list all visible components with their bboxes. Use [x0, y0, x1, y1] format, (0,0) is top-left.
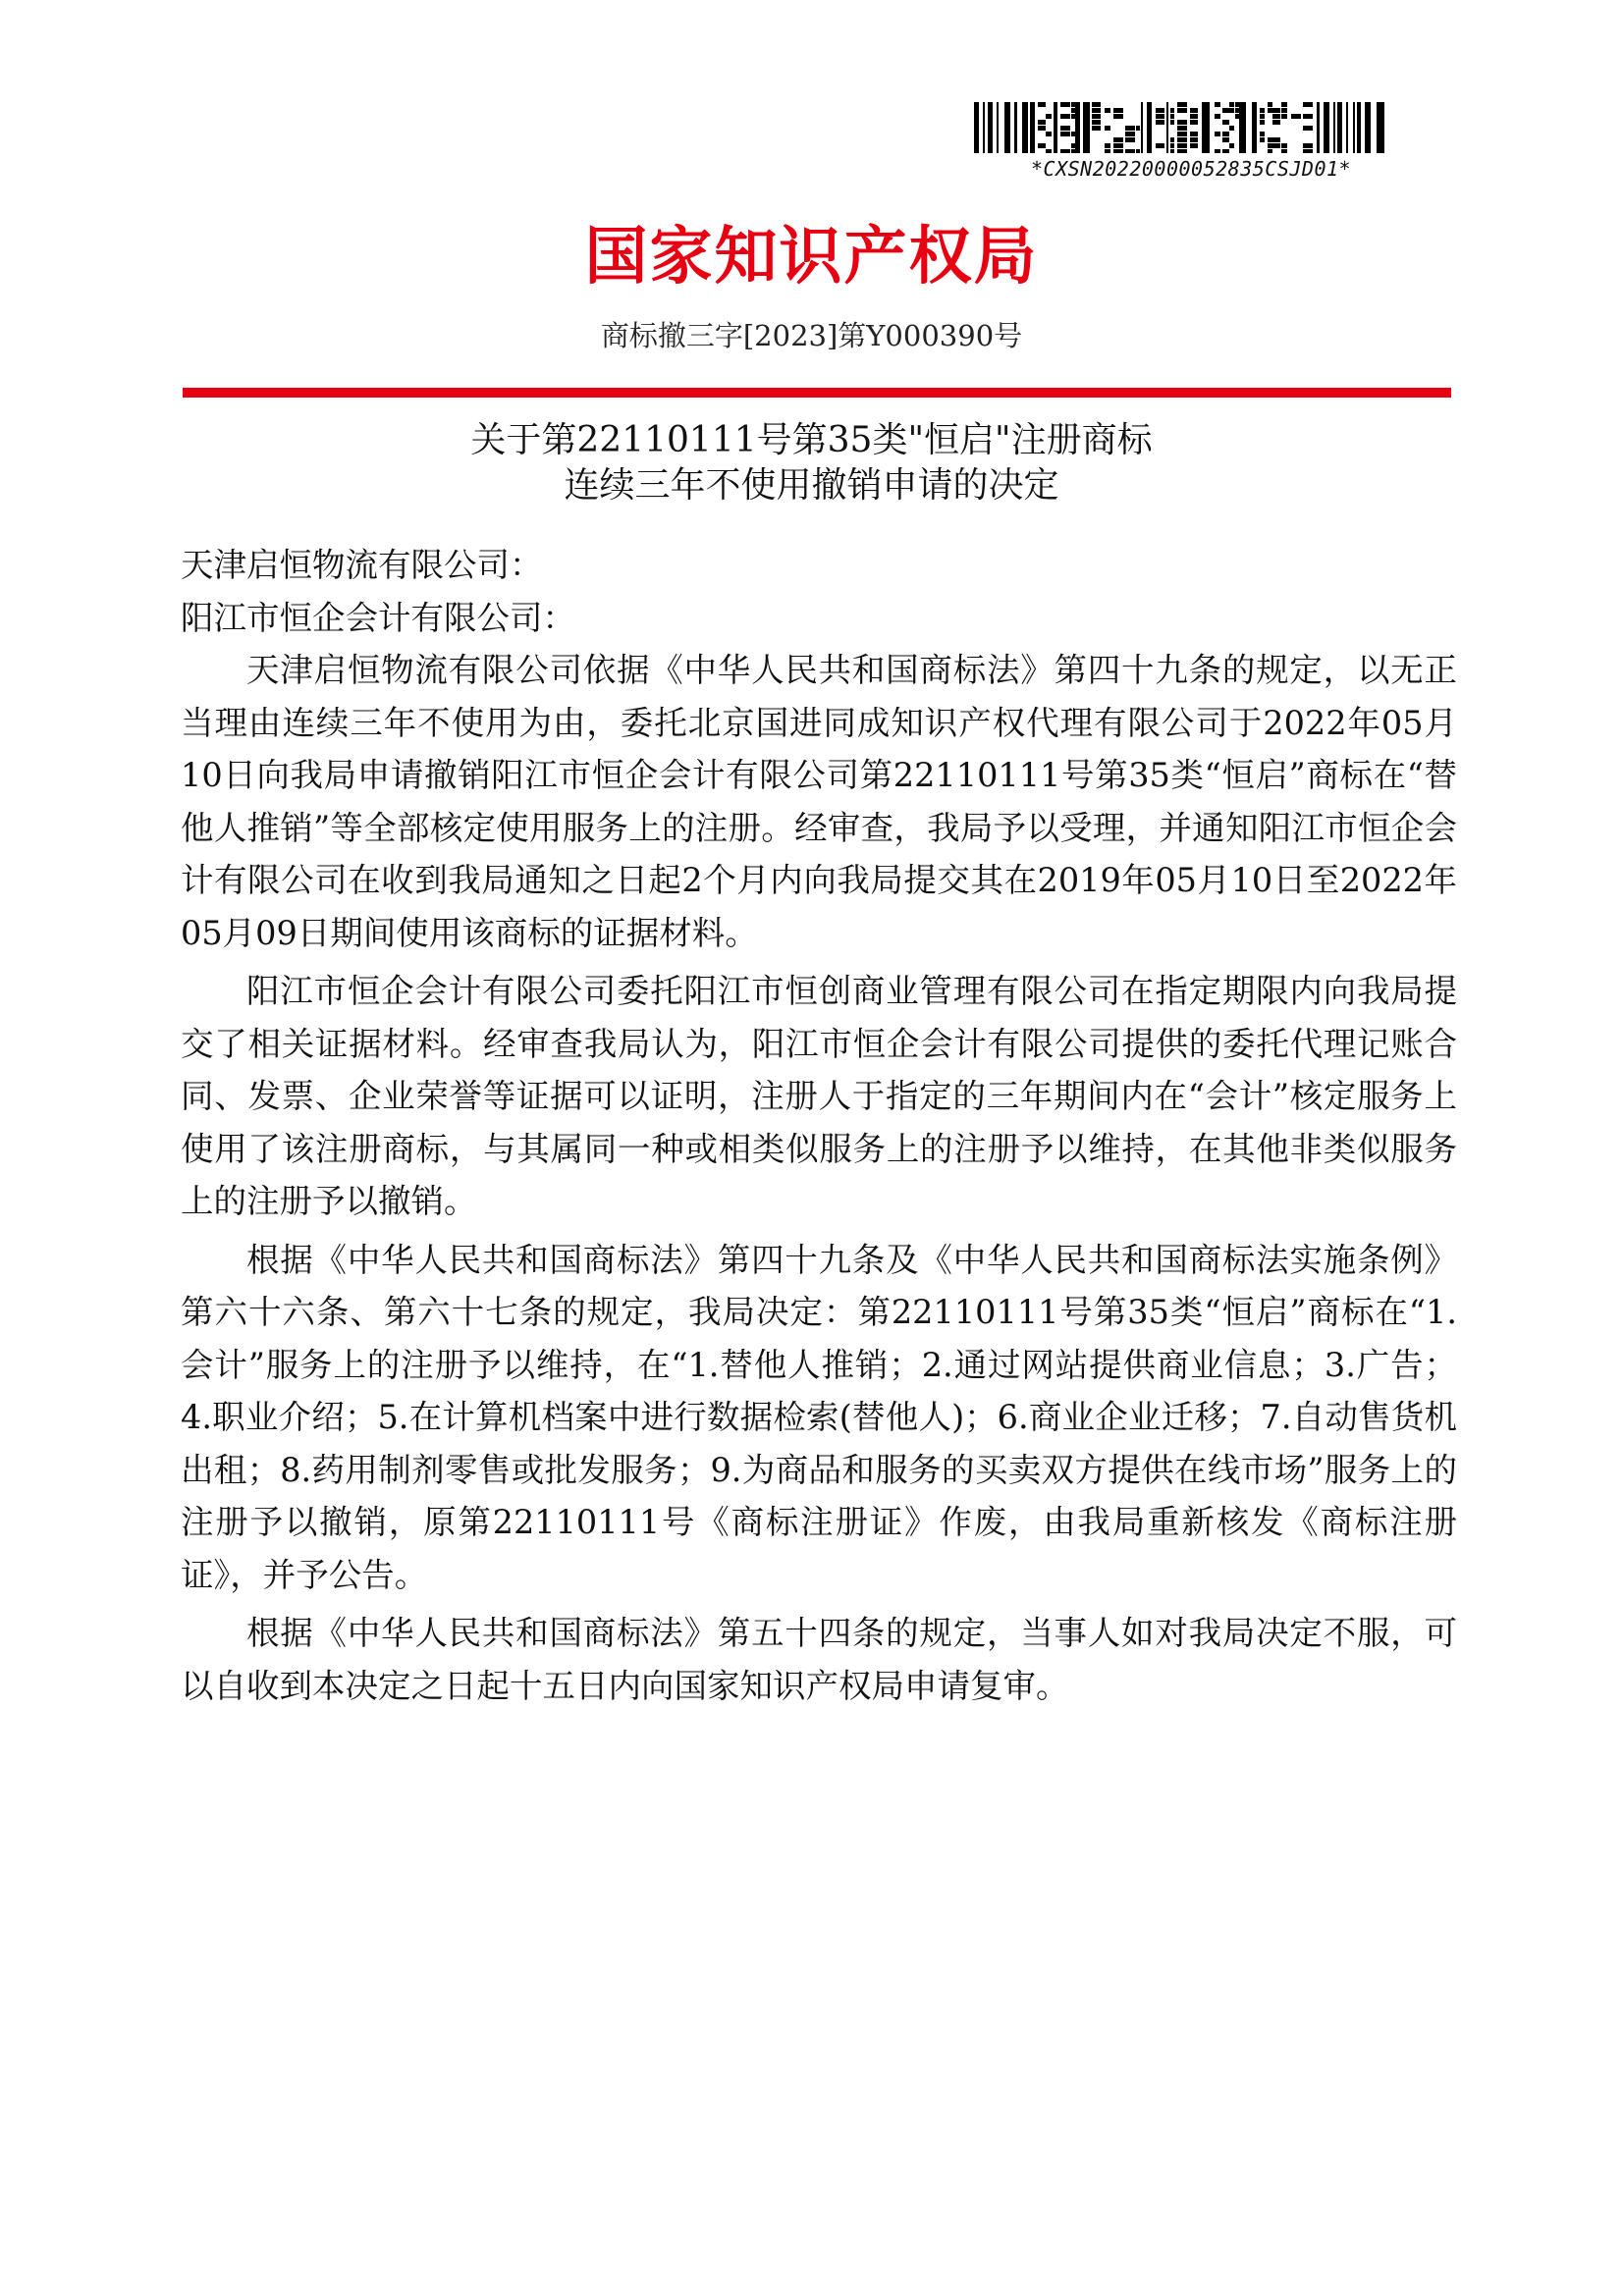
paragraph-decision: 根据《中华人民共和国商标法》第四十九条及《中华人民共和国商标法实施条例》第六十六条、第六十七条的规定，我局决定：第22110111号第35类“恒启”商标在“1.会计”服务上的注册予以维持，在“1.替他人推销；2.通过网站提供商业信息；3.广告；4.职业介绍；5.在计算机档案中进行数据检索(替他人)；6.商业企业迁移；7.自动售货机出租；8.药用制剂零售或批发服务；9.为商品和服务的买卖双方提供在线市场”服务上的注册予以撤销，原第22110111号《商标注册证》作废，由我局重新核发《商标注册证》，并予公告。	[181, 1240, 1457, 1594]
paragraph-examination: 阳江市恒企会计有限公司委托阳江市恒创商业管理有限公司在指定期限内向我局提交了相关证据材料。经审查我局认为，阳江市恒企会计有限公司提供的委托代理记账合同、发票、企业荣誉等证据可以证明，注册人于指定的三年期间内在“会计”核定服务上使用了该注册商标，与其属同一种或相类似服务上的注册予以维持，在其他非类似服务上的注册予以撤销。	[181, 972, 1457, 1220]
barcode-graphic	[974, 102, 1384, 153]
subject-heading	[0, 418, 1623, 508]
document-number: 商标撤三字[2023]第Y000390号	[600, 319, 1023, 352]
barcode	[974, 102, 1384, 153]
barcode-caption: *CXSN20220000052835CSJD01*	[1031, 157, 1352, 181]
org-title: 国家知识产权局	[584, 221, 1039, 294]
document-body	[181, 539, 1457, 1718]
addressee-registrant: 阳江市恒企会计有限公司：	[181, 598, 575, 637]
subject-line-2: 连续三年不使用撤销申请的决定	[564, 465, 1059, 506]
subject-line-1: 关于第22110111号第35类"恒启"注册商标	[470, 420, 1153, 460]
paragraph-application: 天津启恒物流有限公司依据《中华人民共和国商标法》第四十九条的规定，以无正当理由连续三年不使用为由，委托北京国进同成知识产权代理有限公司于2022年05月10日向我局申请撤销阳江市恒企会计有限公司第22110111号第35类“恒启”商标在“替他人推销”等全部核定使用服务上的注册。经审查，我局予以受理，并通知阳江市恒企会计有限公司在收到我局通知之日起2个月内向我局提交其在2019年05月10日至2022年05月09日期间使用该商标的证据材料。	[181, 651, 1457, 952]
paragraph-review-right: 根据《中华人民共和国商标法》第五十四条的规定，当事人如对我局决定不服，可以自收到本决定之日起十五日内向国家知识产权局申请复审。	[181, 1614, 1457, 1705]
addressee-applicant: 天津启恒物流有限公司：	[181, 546, 543, 584]
red-divider	[183, 388, 1451, 398]
